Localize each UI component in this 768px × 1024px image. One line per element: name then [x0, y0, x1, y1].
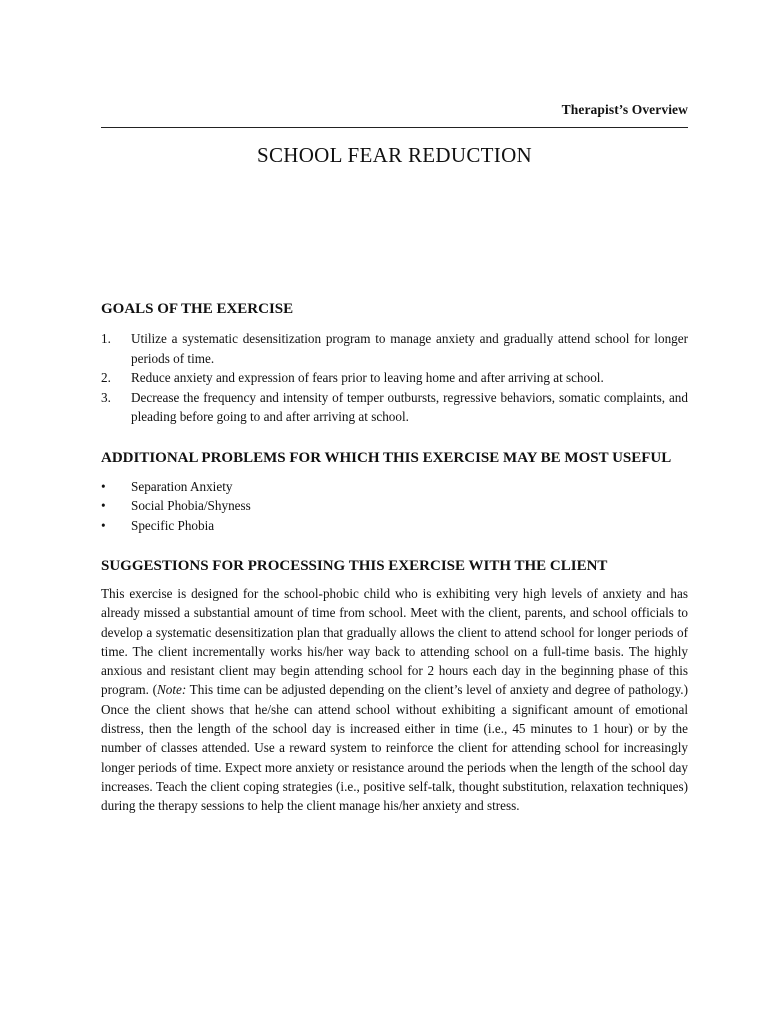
- goals-section: [101, 300, 688, 427]
- problems-section: [101, 449, 688, 536]
- note-label: Note:: [156, 682, 187, 698]
- goals-list: [101, 329, 688, 427]
- running-head: Therapist’s Overview: [561, 102, 688, 117]
- bullet-icon: •: [101, 517, 106, 533]
- problem-item: [101, 477, 688, 497]
- goals-heading: GOALS OF THE EXERCISE: [101, 301, 294, 317]
- problem-text: Social Phobia/Shyness: [131, 498, 251, 513]
- goal-number: 2.: [101, 370, 111, 385]
- bullet-icon: •: [101, 498, 106, 513]
- goal-number: 1.: [101, 331, 111, 346]
- document-body: [101, 300, 688, 816]
- goal-text: Utilize a systematic desensitization program to manage anxiety and gradually attend school for longer periods of time.: [131, 331, 688, 366]
- problem-item: [101, 496, 688, 516]
- paragraph-text-start: This exercise is designed for the school-phobic child who is exhibiting very high levels of anxiety and has already missed a substantial amount of time from school. Meet with the client, parents, and school officials to develop a systematic desensitization plan that gradually allows the client to attend school for longer periods of time. The client incrementally works his/her way back to attending school on a full-time basis. The highly anxious and resistant client may begin attending school for 2 hours each day in the beginning phase of this program. (: [101, 586, 688, 698]
- goal-text: Reduce anxiety and expression of fears prior to leaving home and after arriving at school.: [131, 370, 604, 385]
- problem-text: Specific Phobia: [131, 517, 215, 533]
- problem-text: Separation Anxiety: [131, 478, 233, 494]
- goal-text: Decrease the frequency and intensity of temper outbursts, regressive behaviors, somatic complaints, and pleading before going to and after arriving at school.: [131, 389, 688, 424]
- problems-heading: ADDITIONAL PROBLEMS FOR WHICH THIS EXERCISE MAY BE MOST USEFUL: [101, 449, 672, 466]
- problem-item: [101, 516, 688, 536]
- goal-item: [101, 368, 688, 388]
- goal-item: [101, 388, 688, 427]
- header-rule: [101, 127, 688, 128]
- bullet-icon: •: [101, 478, 106, 494]
- goal-number: 3.: [101, 389, 111, 405]
- problems-list: [101, 477, 688, 536]
- goal-item: [101, 329, 688, 368]
- page-title: SCHOOL FEAR REDUCTION: [256, 143, 533, 167]
- suggestions-heading: SUGGESTIONS FOR PROCESSING THIS EXERCISE WITH THE CLIENT: [101, 558, 608, 574]
- suggestions-paragraph: [101, 584, 688, 816]
- paragraph-text-end: This time can be adjusted depending on the client’s level of anxiety and degree of pathology.) Once the client shows that he/she can attend school without exhibiting a significant amount of emotional distress, then the length of the school day is increased either in time (i.e., 45 minutes to 1 hour) or by the number of classes attended. Use a reward system to reinforce the client for attending school for increasingly longer periods of time. Expect more anxiety or resistance around the periods when the length of the school day increases. Teach the client coping strategies (i.e., positive self-talk, thought substitution, relaxation techniques) during the therapy sessions to help the client manage his/her anxiety and stress.: [101, 682, 688, 814]
- suggestions-section: [101, 557, 688, 816]
